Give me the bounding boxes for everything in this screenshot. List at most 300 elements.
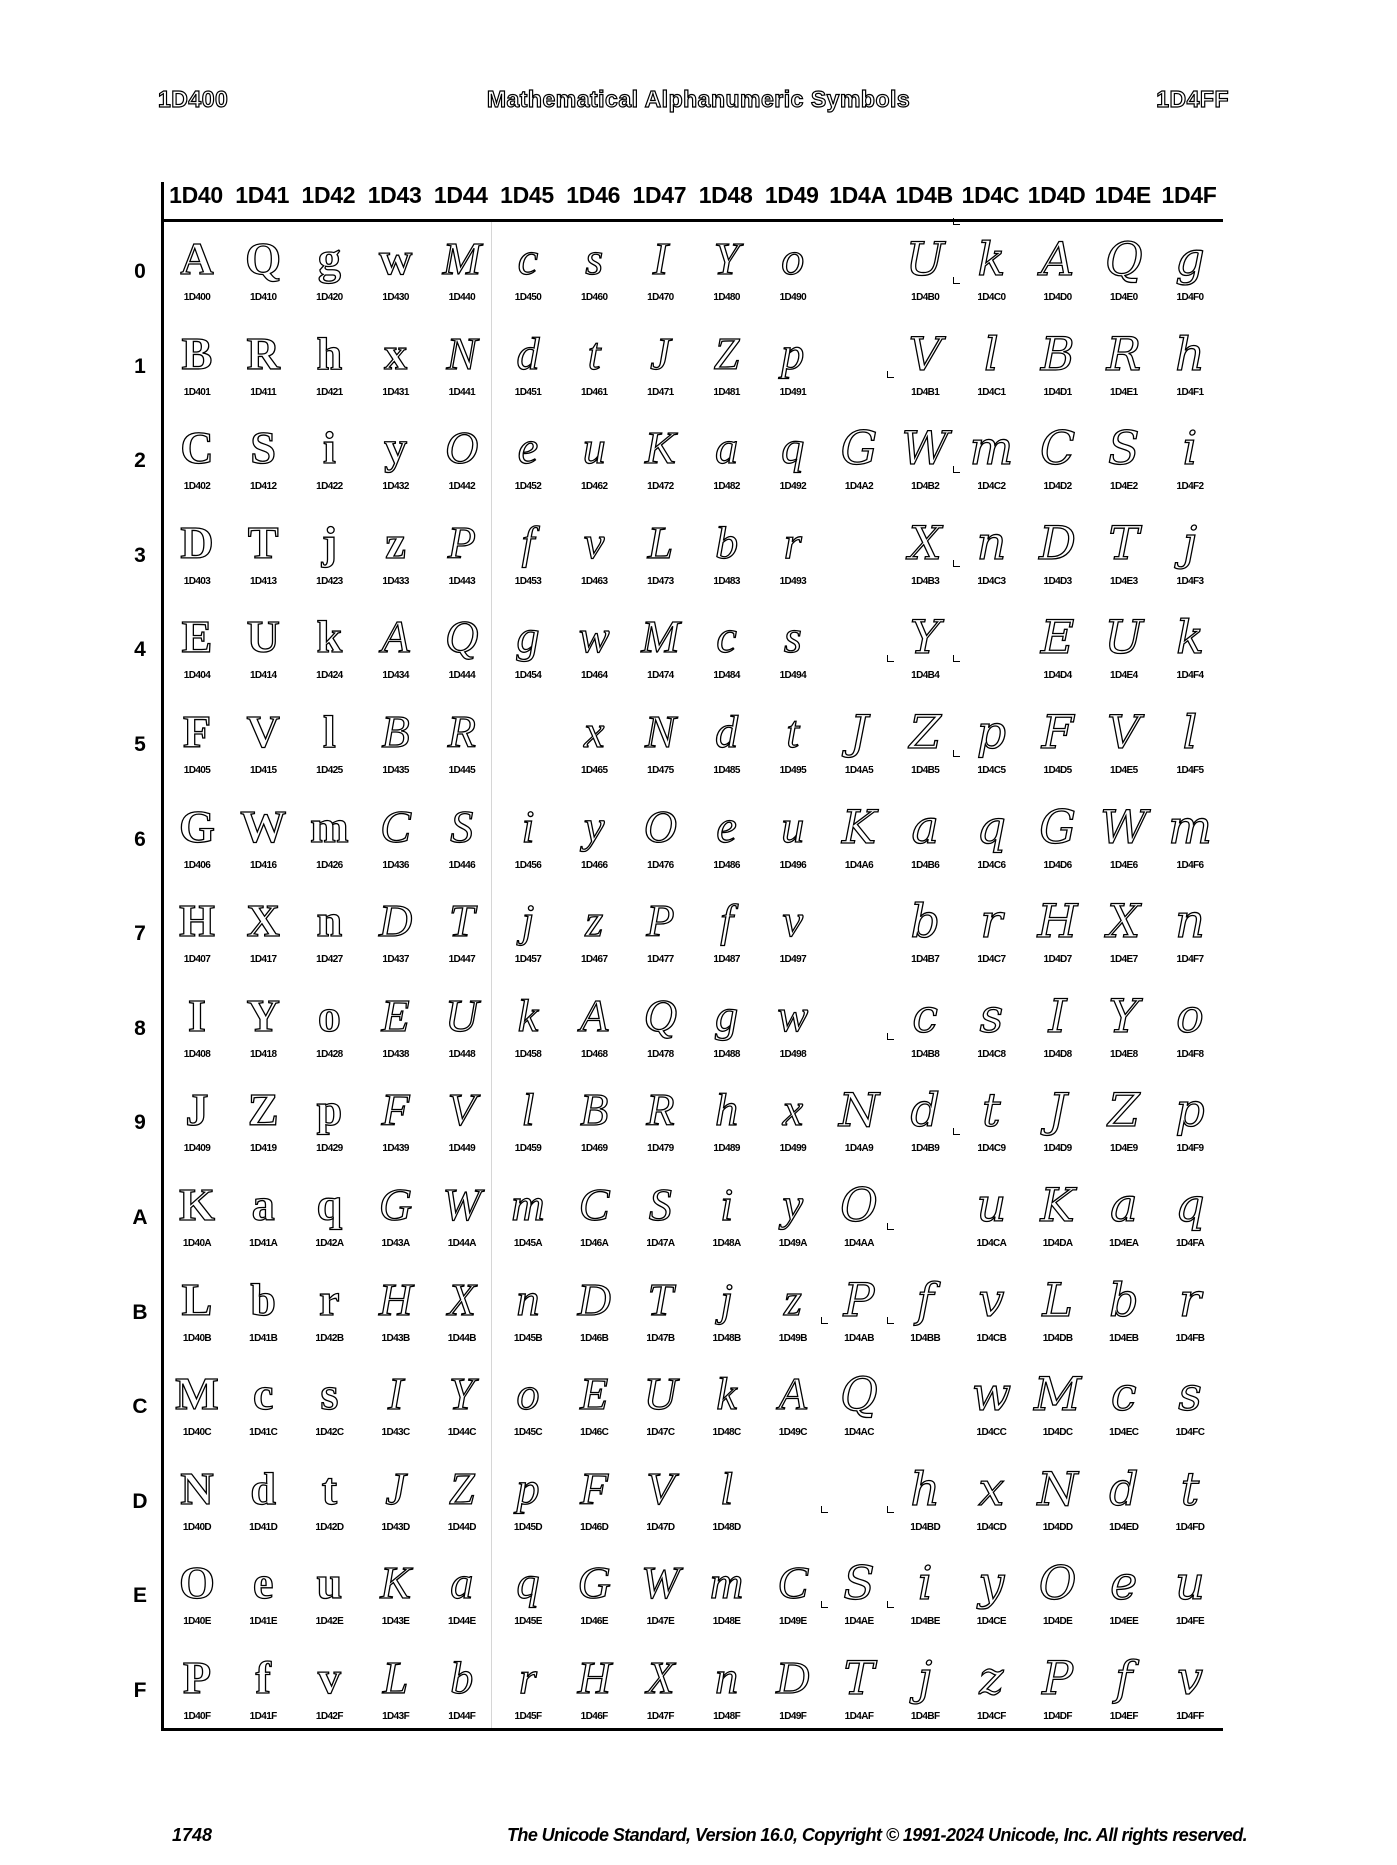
glyph: d: [516, 327, 540, 379]
glyph-cell: [694, 1552, 760, 1646]
code-point-label: 1D416: [249, 859, 277, 871]
glyph-cell: [826, 1552, 892, 1646]
glyph: P: [1042, 1651, 1074, 1705]
code-point-label: 1D48E: [712, 1616, 741, 1628]
glyph-cell: [694, 890, 760, 984]
glyph: i: [323, 422, 336, 474]
code-point-label: 1D492: [779, 481, 807, 493]
code-point-label: 1D451: [514, 386, 542, 398]
code-point-label: 1D4D8: [1043, 1048, 1072, 1060]
code-point-label: 1D413: [249, 575, 277, 587]
code-point-label: 1D479: [647, 1143, 674, 1155]
row-label: 6: [134, 827, 146, 851]
code-point-label: 1D40C: [182, 1427, 212, 1439]
glyph-cell: [760, 985, 826, 1079]
glyph: U: [246, 611, 280, 663]
cross-reference-mark: [953, 750, 960, 757]
glyph-cell: [826, 796, 892, 890]
glyph-cell: [230, 417, 296, 511]
glyph: k: [1176, 610, 1204, 665]
glyph-cell: [429, 228, 495, 322]
row-label: B: [132, 1300, 148, 1324]
glyph-cell: [164, 1363, 230, 1457]
code-point-label: 1D4AC: [844, 1427, 874, 1439]
glyph: S: [1108, 421, 1140, 476]
code-point-label: 1D483: [713, 575, 740, 587]
code-point-label: 1D4F8: [1176, 1048, 1204, 1060]
code-point-label: 1D42C: [315, 1427, 344, 1439]
glyph: K: [1040, 1178, 1075, 1232]
code-point-label: 1D444: [448, 670, 476, 682]
code-point-label: 1D48D: [712, 1521, 741, 1533]
code-point-label: 1D4F6: [1176, 859, 1204, 871]
glyph: R: [246, 327, 280, 379]
glyph: Z: [1107, 1083, 1140, 1138]
glyph: o: [781, 233, 805, 284]
glyph-cell: [826, 606, 892, 700]
code-point-label: 1D4B8: [911, 1048, 940, 1060]
code-point-label: 1D4EB: [1109, 1332, 1139, 1344]
glyph-cell: [826, 1079, 892, 1173]
code-point-label: 1D477: [647, 954, 674, 966]
glyph-cell: [363, 606, 429, 700]
glyph: g: [1175, 232, 1205, 286]
glyph: F: [1041, 705, 1074, 759]
glyph: h: [316, 327, 343, 379]
code-point-label: 1D45D: [513, 1521, 543, 1533]
code-point-label: 1D4E1: [1110, 386, 1138, 398]
glyph-cell: [760, 1552, 826, 1646]
glyph-cell: [429, 796, 495, 890]
code-point-label: 1D4CA: [976, 1238, 1007, 1249]
glyph: r: [519, 1652, 537, 1703]
glyph: Y: [1108, 988, 1139, 1043]
glyph: c: [912, 988, 939, 1043]
code-point-label: 1D4DE: [1042, 1616, 1073, 1628]
glyph-cell: [296, 1174, 362, 1268]
cross-reference-mark: [821, 1601, 828, 1608]
glyph: I: [652, 233, 669, 284]
code-point-label: 1D4B2: [911, 481, 940, 493]
glyph: M: [641, 611, 680, 663]
glyph-cell: [694, 1269, 760, 1363]
glyph-cell: [694, 1079, 760, 1173]
glyph: C: [777, 1557, 809, 1609]
glyph-cell: [1025, 606, 1091, 700]
code-point-label: 1D445: [448, 765, 476, 776]
glyph-cell: [892, 1079, 958, 1173]
glyph-cell: [627, 512, 693, 606]
cross-reference-mark: [887, 655, 894, 662]
glyph-cell: [892, 1552, 958, 1646]
glyph-cell: [230, 1458, 296, 1552]
glyph-cell: [892, 606, 958, 700]
code-point-label: 1D4B3: [911, 575, 940, 587]
code-point-label: 1D424: [316, 670, 343, 682]
glyph: s: [979, 988, 1004, 1043]
code-point-label: 1D481: [713, 386, 740, 398]
code-point-label: 1D480: [713, 292, 740, 303]
glyph-cell: [1025, 985, 1091, 1079]
glyph: C: [380, 800, 411, 852]
glyph: j: [321, 516, 338, 568]
column-header: 1D46: [566, 182, 621, 208]
glyph-cell: [958, 606, 1024, 700]
glyph: K: [179, 1179, 215, 1230]
glyph: j: [918, 1651, 933, 1705]
glyph: W: [442, 1179, 481, 1230]
glyph: Y: [246, 989, 280, 1041]
glyph: Z: [909, 705, 942, 759]
glyph-cell: [627, 1552, 693, 1646]
glyph: I: [188, 989, 206, 1041]
glyph-cell: [363, 890, 429, 984]
code-point-label: 1D4AB: [844, 1332, 874, 1344]
glyph-cell: [892, 512, 958, 606]
glyph: s: [1178, 1367, 1202, 1422]
glyph: E: [381, 989, 410, 1041]
glyph: T: [647, 1273, 674, 1325]
glyph: B: [1040, 326, 1075, 381]
glyph: r: [783, 516, 802, 568]
glyph: J: [650, 327, 671, 379]
code-point-label: 1D459: [514, 1143, 542, 1155]
code-point-label: 1D4D6: [1043, 859, 1072, 871]
glyph-cell: [892, 701, 958, 795]
code-point-label: 1D404: [183, 670, 211, 682]
glyph-cell: [1025, 417, 1091, 511]
glyph-cell: [1157, 1174, 1223, 1268]
code-point-label: 1D417: [249, 954, 277, 966]
code-point-label: 1D419: [249, 1143, 277, 1155]
glyph: e: [517, 422, 539, 474]
glyph-cell: [760, 1174, 826, 1268]
code-point-label: 1D4E7: [1110, 954, 1138, 966]
code-point-label: 1D493: [779, 575, 807, 587]
glyph: I: [1048, 988, 1067, 1043]
glyph: u: [781, 800, 805, 852]
range-start-label: 1D400: [158, 86, 229, 112]
glyph: j: [720, 1273, 733, 1325]
code-point-label: 1D45F: [514, 1711, 542, 1722]
glyph: m: [310, 800, 349, 852]
code-point-label: 1D43C: [381, 1427, 410, 1439]
glyph-cell: [1091, 796, 1157, 890]
cross-reference-mark: [887, 1223, 894, 1230]
glyph-cell: [363, 1363, 429, 1457]
code-point-label: 1D4F4: [1176, 670, 1204, 682]
code-point-label: 1D4EC: [1109, 1427, 1139, 1439]
glyph: v: [317, 1652, 341, 1703]
glyph-cell: [1157, 1269, 1223, 1363]
code-point-label: 1D4F2: [1176, 481, 1204, 493]
glyph: a: [450, 1557, 474, 1609]
glyph-cell: [958, 1174, 1024, 1268]
glyph: L: [382, 1652, 409, 1703]
glyph: N: [1037, 1461, 1078, 1516]
glyph-cell: [760, 417, 826, 511]
code-point-label: 1D446: [448, 859, 476, 871]
code-point-label: 1D4E2: [1110, 481, 1138, 493]
glyph: t: [321, 1462, 338, 1514]
row-label: E: [132, 1584, 147, 1608]
glyph-cell: [1025, 1458, 1091, 1552]
glyph-cell: [1025, 701, 1091, 795]
glyph-cell: [495, 1363, 561, 1457]
glyph-cell: [164, 417, 230, 511]
glyph: m: [969, 421, 1014, 476]
glyph: d: [715, 706, 739, 757]
glyph: L: [1042, 1272, 1073, 1327]
glyph-cell: [627, 701, 693, 795]
code-point-label: 1D42D: [315, 1521, 344, 1533]
page-title: Mathematical Alphanumeric Symbols: [486, 86, 911, 112]
glyph-cell: [760, 1079, 826, 1173]
code-point-label: 1D450: [514, 292, 542, 303]
code-point-label: 1D40E: [183, 1616, 211, 1628]
glyph-cell: [627, 985, 693, 1079]
glyph-cell: [164, 985, 230, 1079]
row-label: C: [132, 1395, 148, 1419]
glyph: B: [580, 1084, 609, 1136]
glyph-cell: [958, 512, 1024, 606]
glyph: a: [911, 799, 939, 854]
glyph-cell: [1091, 606, 1157, 700]
glyph: F: [580, 1462, 609, 1514]
code-point-label: 1D4AA: [844, 1238, 874, 1249]
column-header: 1D48: [698, 182, 753, 208]
glyph-cell: [230, 512, 296, 606]
code-point-label: 1D4FB: [1175, 1332, 1205, 1344]
glyph-cell: [164, 606, 230, 700]
glyph: r: [319, 1273, 340, 1325]
code-point-label: 1D409: [183, 1143, 211, 1155]
glyph-cell: [958, 417, 1024, 511]
glyph-cell: [1025, 796, 1091, 890]
glyph: B: [181, 327, 213, 379]
glyph: f: [916, 1272, 934, 1327]
glyph: v: [1177, 1651, 1203, 1705]
glyph-cell: [892, 323, 958, 417]
glyph: e: [252, 1557, 274, 1609]
cross-reference-mark: [953, 655, 960, 662]
column-header: 1D44: [433, 182, 488, 208]
glyph-cell: [230, 1363, 296, 1457]
cross-reference-mark: [887, 371, 894, 378]
code-point-label: 1D4CE: [976, 1616, 1007, 1628]
code-point-label: 1D44B: [447, 1332, 476, 1344]
code-point-label: 1D4D3: [1043, 575, 1072, 587]
glyph-cell: [429, 1647, 495, 1741]
column-header: 1D45: [500, 182, 554, 208]
cross-reference-mark: [887, 1033, 894, 1040]
glyph-cell: [495, 1269, 561, 1363]
glyph-cell: [296, 796, 362, 890]
glyph: W: [1100, 799, 1148, 854]
glyph: n: [516, 1273, 540, 1325]
glyph-cell: [1091, 1458, 1157, 1552]
glyph-cell: [296, 1079, 362, 1173]
glyph-cell: [1157, 1647, 1223, 1741]
code-point-label: 1D468: [580, 1048, 608, 1060]
glyph: J: [185, 1084, 209, 1136]
code-point-label: 1D438: [382, 1048, 409, 1060]
cross-reference-mark: [887, 1317, 894, 1324]
code-point-label: 1D410: [249, 292, 277, 303]
glyph: Q: [1104, 232, 1143, 286]
glyph: T: [843, 1651, 875, 1705]
code-point-label: 1D436: [382, 859, 409, 871]
glyph-cell: [958, 1363, 1024, 1457]
code-point-label: 1D497: [779, 954, 807, 966]
glyph-cell: [958, 1647, 1024, 1741]
code-point-label: 1D435: [382, 765, 409, 776]
glyph-cell: [230, 1269, 296, 1363]
code-point-label: 1D48C: [712, 1427, 741, 1439]
row-label: A: [132, 1206, 148, 1229]
code-point-label: 1D47D: [646, 1521, 675, 1533]
glyph-cell: [1157, 606, 1223, 700]
glyph: D: [1039, 515, 1077, 570]
glyph-cell: [429, 417, 495, 511]
code-point-label: 1D47E: [646, 1616, 675, 1628]
glyph-cell: [561, 890, 627, 984]
code-point-label: 1D401: [183, 386, 211, 398]
code-point-label: 1D462: [580, 481, 608, 493]
code-point-label: 1D47C: [646, 1427, 675, 1439]
code-point-label: 1D41D: [249, 1521, 278, 1533]
code-point-label: 1D460: [580, 292, 608, 303]
code-point-label: 1D414: [249, 670, 277, 682]
glyph: E: [580, 1368, 609, 1420]
glyph: X: [1107, 894, 1141, 949]
code-point-label: 1D45C: [513, 1427, 543, 1439]
glyph: l: [323, 706, 336, 757]
code-point-label: 1D4C3: [977, 575, 1006, 587]
glyph-cell: [1157, 228, 1223, 322]
glyph-cell: [694, 323, 760, 417]
glyph-cell: [892, 985, 958, 1079]
glyph-cell: [429, 985, 495, 1079]
glyph: s: [320, 1368, 339, 1420]
code-point-label: 1D44C: [447, 1427, 476, 1439]
glyph: Y: [713, 233, 740, 284]
code-point-label: 1D4E8: [1110, 1048, 1138, 1060]
glyph: L: [181, 1273, 213, 1325]
glyph: K: [645, 422, 676, 474]
code-point-label: 1D4E6: [1110, 859, 1138, 871]
glyph-cell: [760, 512, 826, 606]
glyph: t: [786, 706, 800, 757]
glyph-cell: [561, 228, 627, 322]
glyph: y: [782, 1179, 803, 1230]
cross-reference-mark: [953, 1128, 960, 1135]
column-header: 1D41: [235, 182, 290, 208]
code-point-label: 1D4CB: [976, 1332, 1007, 1344]
glyph: q: [976, 799, 1007, 854]
glyph-cell: [1091, 228, 1157, 322]
glyph-cell: [230, 1079, 296, 1173]
glyph: M: [1034, 1367, 1082, 1422]
glyph-cell: [230, 890, 296, 984]
code-point-label: 1D408: [183, 1048, 211, 1060]
glyph: M: [442, 233, 481, 284]
glyph-cell: [1025, 890, 1091, 984]
glyph: W: [240, 800, 287, 852]
code-point-label: 1D474: [647, 670, 674, 682]
glyph: k: [716, 1368, 737, 1420]
glyph: l: [720, 1462, 733, 1514]
glyph-cell: [495, 701, 561, 795]
glyph-cell: [230, 228, 296, 322]
glyph: O: [445, 422, 479, 474]
code-point-label: 1D4C7: [977, 954, 1006, 966]
glyph: G: [577, 1557, 611, 1609]
code-point-label: 1D4D0: [1043, 292, 1072, 303]
column-header: 1D4B: [895, 182, 953, 208]
code-point-label: 1D40F: [183, 1711, 211, 1722]
code-point-label: 1D441: [448, 386, 476, 398]
glyph: e: [716, 800, 737, 852]
code-point-label: 1D488: [713, 1048, 740, 1060]
code-point-label: 1D448: [448, 1048, 476, 1060]
code-point-label: 1D431: [382, 386, 409, 398]
column-header: 1D4A: [829, 182, 887, 208]
glyph: n: [1175, 894, 1205, 949]
code-point-label: 1D48A: [712, 1238, 741, 1249]
glyph-cell: [363, 985, 429, 1079]
glyph-cell: [1091, 1174, 1157, 1268]
glyph: S: [843, 1556, 875, 1611]
glyph: N: [446, 327, 478, 379]
glyph: Z: [449, 1462, 475, 1514]
glyph: i: [720, 1179, 733, 1230]
glyph-cell: [495, 890, 561, 984]
glyph-cell: [1157, 1458, 1223, 1552]
glyph: Q: [445, 611, 479, 663]
glyph-cell: [296, 890, 362, 984]
code-point-label: 1D464: [580, 670, 608, 682]
glyph-cell: [1091, 890, 1157, 984]
glyph-cell: [164, 1458, 230, 1552]
glyph: w: [971, 1367, 1012, 1422]
glyph-cell: [826, 323, 892, 417]
code-point-label: 1D43D: [381, 1521, 410, 1533]
glyph-cell: [1157, 1079, 1223, 1173]
glyph-cell: [164, 1079, 230, 1173]
code-point-label: 1D4CF: [977, 1711, 1006, 1722]
code-point-label: 1D475: [647, 765, 674, 776]
glyph: f: [1115, 1651, 1133, 1705]
code-point-label: 1D411: [250, 386, 277, 398]
glyph-cell: [760, 796, 826, 890]
glyph-cell: [429, 1363, 495, 1457]
glyph-cell: [296, 1363, 362, 1457]
code-point-label: 1D495: [779, 765, 807, 776]
glyph-cell: [495, 1458, 561, 1552]
glyph-cell: [1091, 1647, 1157, 1741]
glyph: G: [840, 421, 878, 476]
code-point-label: 1D473: [647, 575, 674, 587]
glyph-cell: [760, 1269, 826, 1363]
glyph: A: [381, 611, 410, 663]
glyph: i: [1182, 421, 1198, 476]
glyph-cell: [296, 985, 362, 1079]
glyph: E: [1040, 610, 1075, 665]
glyph-cell: [429, 323, 495, 417]
glyph-cell: [694, 417, 760, 511]
glyph: u: [976, 1178, 1007, 1232]
